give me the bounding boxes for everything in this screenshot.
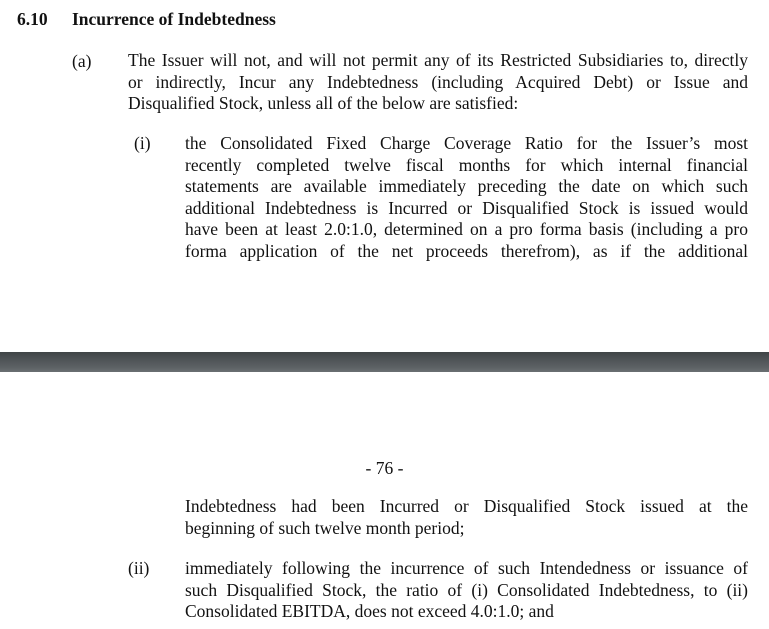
item-i-line: have been at least 2.0:1.0, determined on a pro forma basis (including a pro xyxy=(185,219,748,239)
item-i-continued-line: beginning of such twelve month period; xyxy=(185,517,465,538)
item-ii-marker: (ii) xyxy=(128,558,150,578)
clause-a-marker: (a) xyxy=(72,51,92,71)
clause-a-line: Disqualified Stock, unless all of the below are satisfied: xyxy=(128,93,519,113)
document-page-bottom xyxy=(0,372,769,629)
section-number: 6.10 xyxy=(17,9,48,29)
clause-a-line: The Issuer will not, and will not permit any of its Restricted Subsidiaries to, directly xyxy=(128,50,748,70)
section-title: Incurrence of Indebtedness xyxy=(72,9,276,29)
item-i-marker: (i) xyxy=(134,133,151,153)
item-i-text xyxy=(185,133,748,262)
clause-a-line: or indirectly, Incur any Indebtedness (including Acquired Debt) or Issue and xyxy=(128,71,748,92)
item-ii-line: Consolidated EBITDA, does not exceed 4.0:1.0; and xyxy=(185,601,554,621)
item-i-line: statements are available immediately preceding the date on which such xyxy=(185,176,748,196)
page-number: - 76 - xyxy=(365,458,404,478)
item-i-line: recently completed twelve fiscal months for which internal financial xyxy=(185,154,748,175)
item-ii-text xyxy=(185,558,748,623)
item-i-line: forma application of the net proceeds therefrom), as if the additional xyxy=(185,240,748,261)
item-i-continued-text xyxy=(185,496,748,539)
page-separator xyxy=(0,352,769,372)
clause-a-text xyxy=(128,50,748,115)
item-ii-line: immediately following the incurrence of such Intendedness or issuance of xyxy=(185,558,748,578)
item-i-line: the Consolidated Fixed Charge Coverage Ratio for the Issuer’s most xyxy=(185,133,748,153)
item-ii-line: such Disqualified Stock, the ratio of (i) Consolidated Indebtedness, to (ii) xyxy=(185,579,748,600)
item-i-continued-line: Indebtedness had been Incurred or Disqualified Stock issued at the xyxy=(185,496,748,516)
item-i-line: additional Indebtedness is Incurred or Disqualified Stock is issued would xyxy=(185,197,748,218)
